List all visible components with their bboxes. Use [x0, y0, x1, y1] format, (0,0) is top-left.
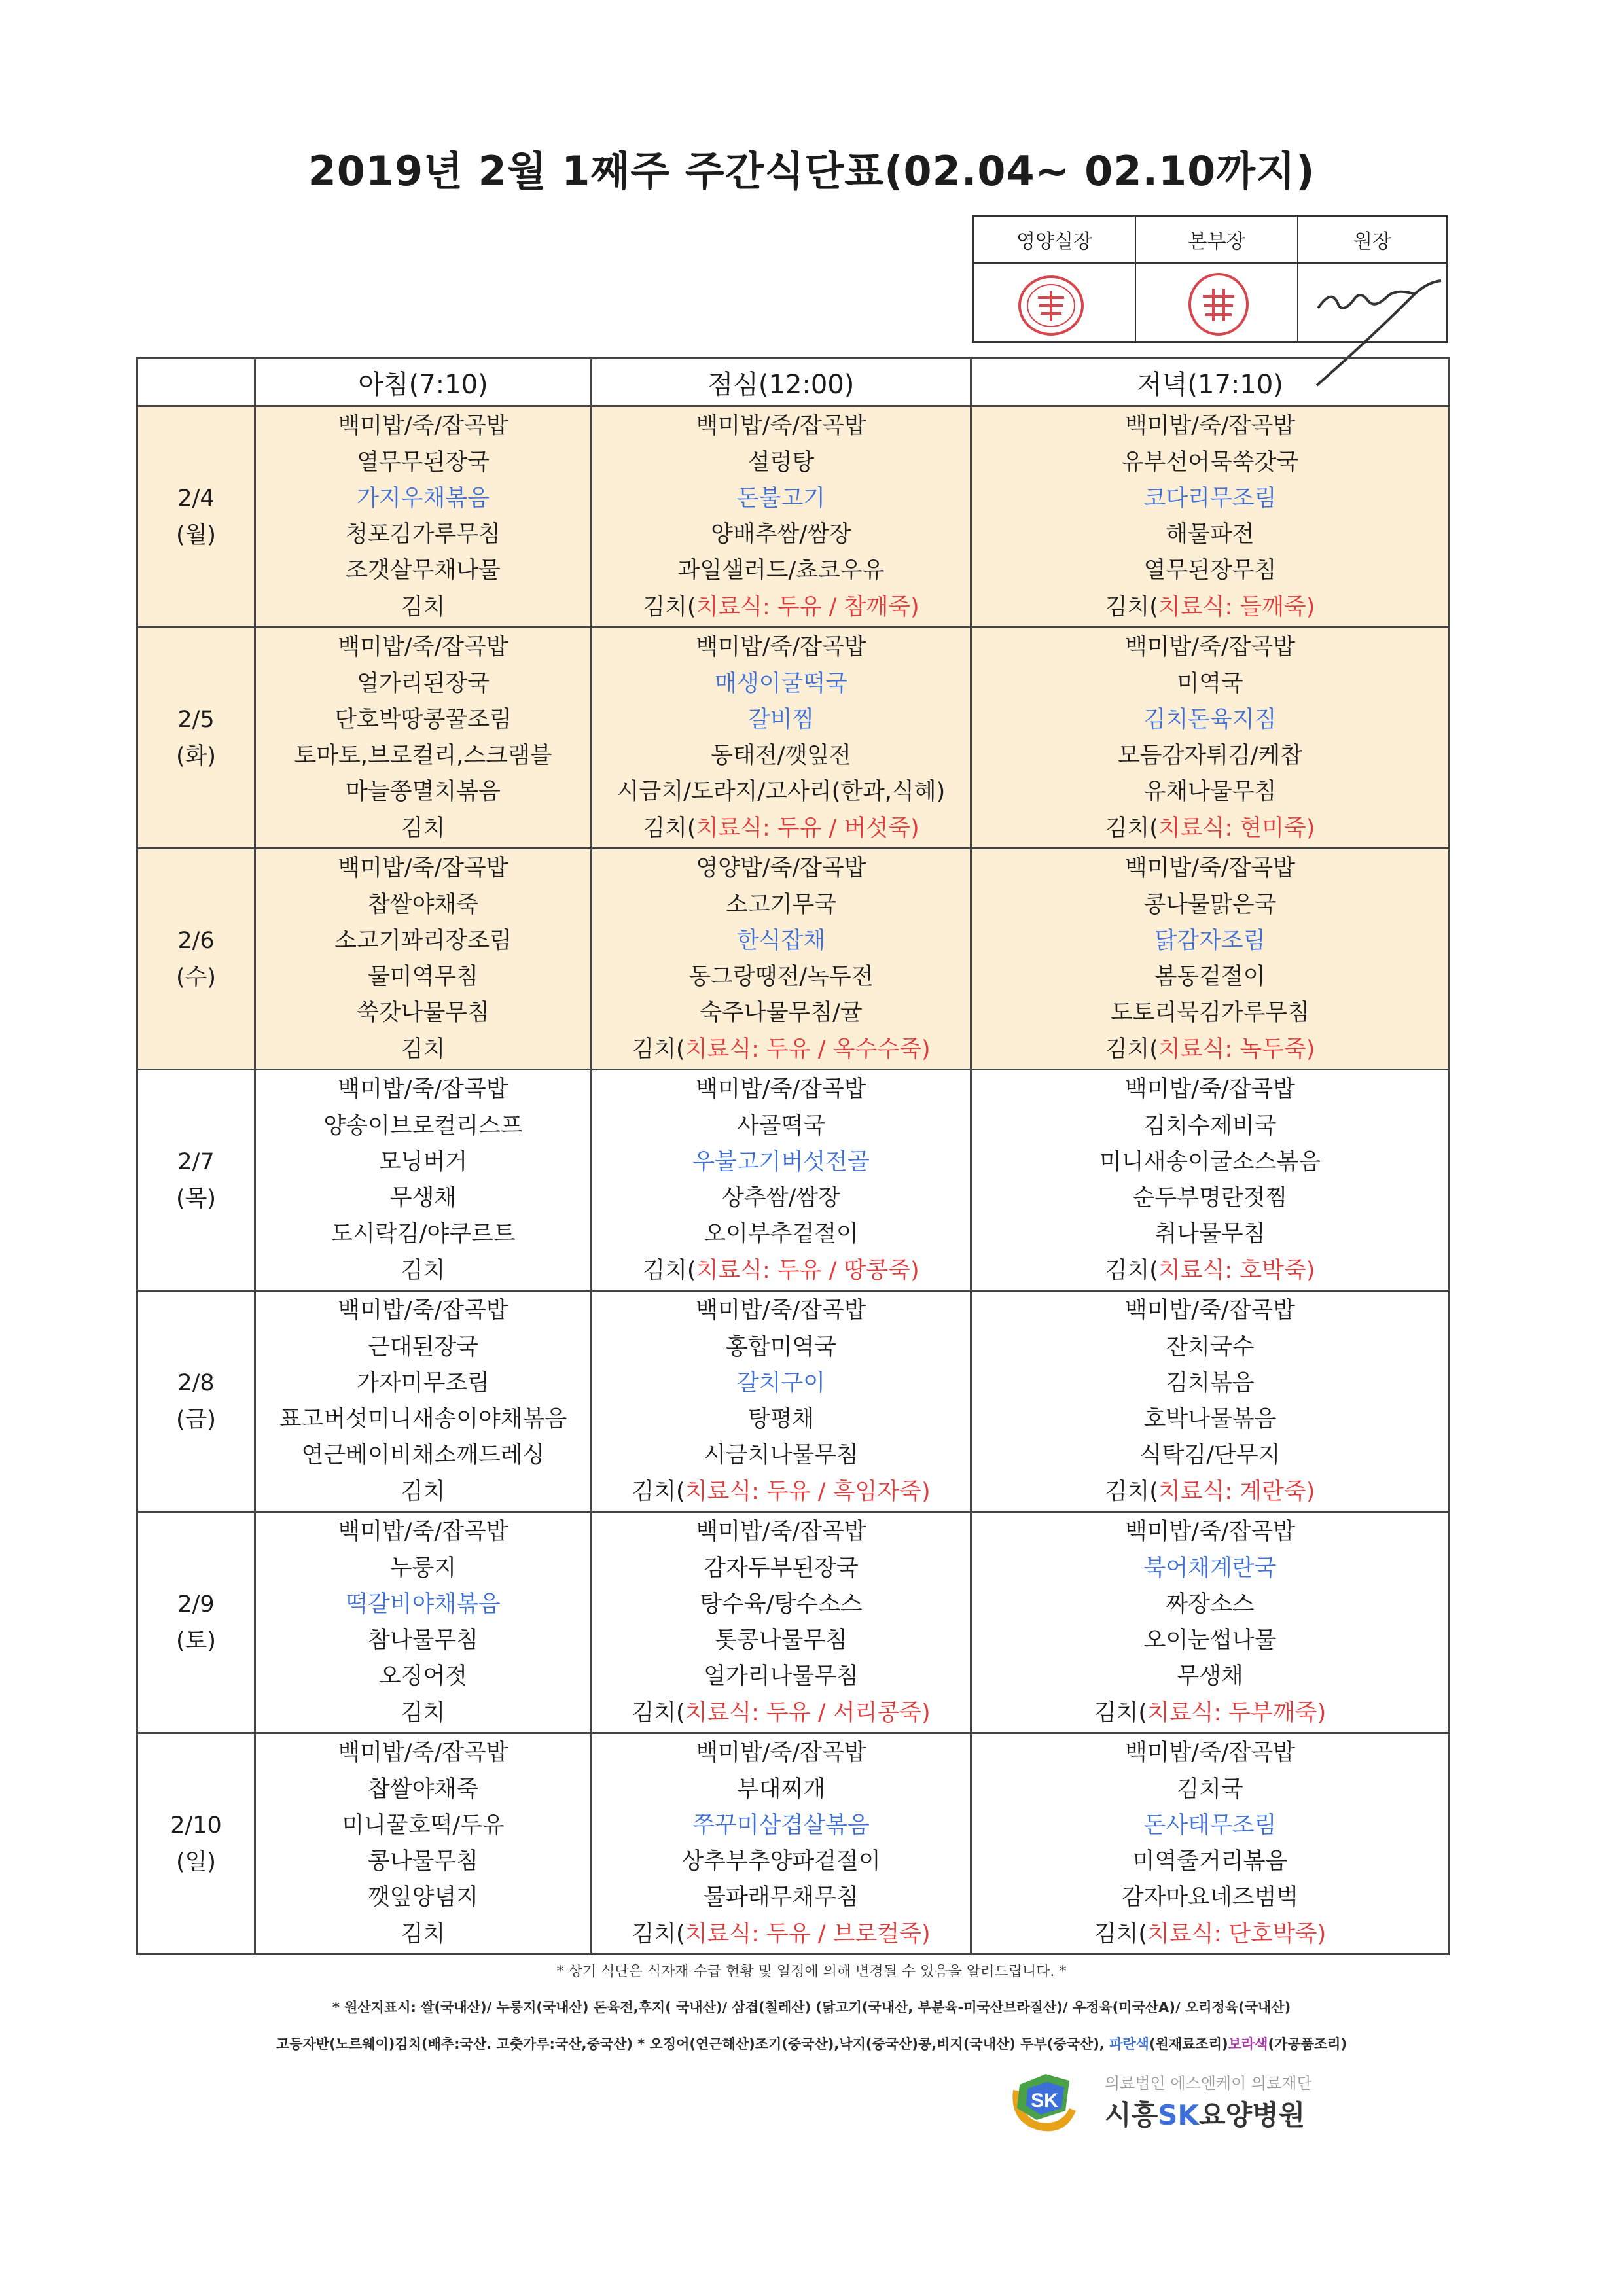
hospital-name: [1105, 2094, 1305, 2133]
dinner-cell: [971, 1733, 1450, 1954]
therapy-diet-label: 치료식: 두유 / 참깨죽): [696, 593, 919, 620]
menu-item: 미니새송이굴소스볶음: [1099, 1148, 1321, 1175]
menu-item: 오이부추겉절이: [704, 1221, 859, 1248]
menu-item: 찹쌀야채죽: [367, 891, 479, 918]
menu-item: 매생이굴떡국: [715, 670, 847, 697]
menu-item: 양송이브로컬리스프: [323, 1112, 523, 1139]
menu-item: 미역줄거리볶음: [1132, 1848, 1288, 1875]
day-date: 2/10: [170, 1812, 222, 1839]
menu-item: 백미밥/죽/잡곡밥: [696, 1076, 866, 1103]
menu-item: 백미밥/죽/잡곡밥: [338, 1740, 508, 1767]
kimchi-therapy-item: [592, 1033, 970, 1067]
menu-item: 우불고기버섯전골: [692, 1148, 870, 1175]
therapy-diet-label: 치료식: 두유 / 버섯죽): [696, 815, 919, 841]
kimchi-label: 김치(: [643, 593, 696, 620]
hospital-foundation: 의료법인 에스앤케이 의료재단: [1105, 2074, 1312, 2093]
change-notice: * 상기 식단은 식자재 수급 현황 및 일정에 의해 변경될 수 있음을 알려드립니다. *: [556, 1964, 1067, 1980]
approval-header-director: 본부장: [1136, 217, 1298, 264]
menu-item: 순두부명란젓찜: [1132, 1185, 1288, 1212]
menu-item: 돈사태무조림: [1143, 1812, 1277, 1839]
menu-item: 취나물무침: [1154, 1221, 1266, 1248]
kimchi-label: 김치(: [632, 1699, 685, 1726]
day-cell: [137, 1070, 255, 1291]
breakfast-cell: [255, 849, 592, 1070]
day-cell: [137, 1291, 255, 1512]
menu-item: 백미밥/죽/잡곡밥: [1124, 1076, 1296, 1103]
breakfast-cell: [255, 1733, 592, 1954]
lunch-cell: [592, 1733, 971, 1954]
menu-item: 모닝버거: [378, 1148, 468, 1175]
day-weekday: (토): [175, 1627, 217, 1654]
approval-header-nutrition: 영양실장: [974, 217, 1136, 264]
day-cell: [137, 1512, 255, 1733]
hospital-name-sk: SK: [1158, 2099, 1199, 2131]
day-date: 2/7: [177, 1148, 215, 1175]
approval-cell-director: [1136, 264, 1298, 341]
page-title: 2019년 2월 1째주 주간식단표(02.04~ 02.10까지): [308, 147, 1315, 195]
menu-item: 백미밥/죽/잡곡밥: [338, 855, 508, 882]
menu-item: 백미밥/죽/잡곡밥: [696, 1298, 866, 1324]
kimchi-therapy-item: [592, 1696, 970, 1730]
menu-item: 갈치구이: [736, 1369, 826, 1396]
menu-item: 과일샐러드/쵸코우유: [677, 557, 885, 584]
menu-item: 청포김가루무침: [346, 521, 501, 548]
table-row: [137, 1733, 1450, 1954]
lunch-cell: [592, 1070, 971, 1291]
menu-item: 근대된장국: [367, 1333, 479, 1360]
menu-item: 가지우채볶음: [357, 485, 490, 512]
legend-purple-note: (가공품조리): [1268, 2036, 1347, 2052]
day-cell: [137, 627, 255, 849]
day-weekday: (금): [175, 1406, 217, 1433]
menu-item: 백미밥/죽/잡곡밥: [696, 634, 866, 661]
header-breakfast: 아침(7:10): [255, 359, 592, 406]
table-row: [137, 1512, 1450, 1733]
menu-item: 탕평채: [747, 1406, 815, 1433]
menu-item: 마늘쫑멸치볶음: [346, 779, 501, 805]
menu-item: 유채나물무침: [1143, 779, 1277, 805]
menu-item: 백미밥/죽/잡곡밥: [338, 1519, 508, 1545]
legend-purple-label: 보라색: [1228, 2036, 1268, 2052]
menu-item: 무생채: [389, 1185, 457, 1212]
legend-blue-label: 파란색: [1109, 2036, 1149, 2052]
menu-item: 깻잎양념지: [367, 1884, 479, 1911]
approval-header-chief: 원장: [1298, 217, 1446, 264]
menu-item: 단호박땅콩꿀조림: [334, 706, 512, 733]
menu-item: 얼가리된장국: [357, 670, 490, 697]
kimchi-therapy-item: [592, 1254, 970, 1288]
menu-item: 무생채: [1177, 1663, 1243, 1690]
header-lunch: 점심(12:00): [592, 359, 971, 406]
hospital-name-prefix: 시흥: [1105, 2099, 1158, 2131]
day-weekday: (화): [175, 743, 217, 769]
menu-item: 백미밥/죽/잡곡밥: [338, 1076, 508, 1103]
day-cell: [137, 1733, 255, 1954]
therapy-diet-label: 치료식: 두유 / 브로컬죽): [685, 1920, 931, 1947]
menu-item: 누룽지: [389, 1555, 457, 1581]
menu-item: 백미밥/죽/잡곡밥: [696, 1519, 866, 1545]
menu-item: 사골떡국: [736, 1112, 826, 1139]
kimchi-label: 김치(: [1105, 1036, 1158, 1063]
table-row: [137, 1291, 1450, 1512]
kimchi-label: 김치(: [632, 1920, 685, 1947]
menu-item: 떡갈비야채볶음: [346, 1591, 501, 1617]
menu-item: 호박나물볶음: [1143, 1406, 1277, 1433]
menu-item: 김치볶음: [1166, 1369, 1255, 1396]
menu-item: 식탁김/단무지: [1139, 1442, 1281, 1469]
legend-blue-note: (원재료조리): [1149, 2036, 1228, 2052]
origin-line-2-text: 고등자반(노르웨이)김치(배추:국산. 고춧가루:국산,중국산) * 오징어(연근해산)조기(중국산),낙지(중국산)콩,비지(국내산) 두부(중국산),: [276, 2036, 1105, 2052]
menu-item: 백미밥/죽/잡곡밥: [338, 413, 508, 440]
therapy-diet-label: 치료식: 녹두죽): [1158, 1036, 1315, 1063]
menu-item: 김치: [401, 1699, 446, 1726]
hospital-logo-icon: [1008, 2070, 1080, 2136]
menu-item: 감자두부된장국: [704, 1555, 859, 1581]
approval-box: [972, 215, 1448, 343]
menu-item: 시금치나물무침: [704, 1442, 859, 1469]
menu-item: 돈불고기: [736, 485, 826, 512]
table-row: [137, 406, 1450, 627]
menu-item: 김치: [401, 815, 446, 841]
therapy-diet-label: 치료식: 두부깨죽): [1147, 1699, 1327, 1726]
table-row: [137, 627, 1450, 849]
seal-stamp-icon: [1179, 270, 1258, 338]
menu-item: 물파래무채무침: [704, 1884, 859, 1911]
therapy-diet-label: 치료식: 두유 / 서리콩죽): [685, 1699, 931, 1726]
therapy-diet-label: 치료식: 두유 / 땅콩죽): [696, 1257, 919, 1284]
kimchi-label: 김치(: [643, 815, 696, 841]
menu-item: 백미밥/죽/잡곡밥: [1124, 1298, 1296, 1324]
kimchi-therapy-item: [592, 1917, 970, 1951]
breakfast-cell: [255, 1512, 592, 1733]
menu-item: 봄동겉절이: [1154, 964, 1266, 991]
kimchi-label: 김치(: [1105, 593, 1158, 620]
menu-item: 감자마요네즈범벅: [1121, 1884, 1299, 1911]
menu-item: 백미밥/죽/잡곡밥: [1124, 1519, 1296, 1545]
table-row: [137, 1070, 1450, 1291]
menu-item: 상추쌈/쌈장: [722, 1185, 840, 1212]
table-header-row: [137, 359, 1450, 406]
menu-item: 시금치/도라지/고사리(한과,식혜): [616, 779, 946, 805]
kimchi-label: 김치(: [1105, 815, 1158, 841]
approval-cell-nutrition: [974, 264, 1136, 341]
menu-item: 유부선어묵쑥갓국: [1121, 449, 1299, 476]
menu-item: 열무된장무침: [1143, 557, 1277, 584]
menu-item: 동태전/깻잎전: [711, 743, 851, 769]
day-weekday: (월): [175, 521, 217, 548]
svg-text:SK: SK: [1031, 2090, 1058, 2111]
therapy-diet-label: 치료식: 두유 / 흑임자죽): [685, 1478, 931, 1505]
breakfast-cell: [255, 406, 592, 627]
kimchi-therapy-item: [592, 811, 970, 845]
kimchi-therapy-item: [972, 1033, 1448, 1067]
day-weekday: (수): [175, 964, 217, 991]
lunch-cell: [592, 1291, 971, 1512]
menu-item: 연근베이비채소깨드레싱: [301, 1442, 545, 1469]
menu-item: 콩나물무침: [367, 1848, 479, 1875]
lunch-cell: [592, 406, 971, 627]
menu-item: 닭감자조림: [1154, 927, 1266, 954]
dinner-cell: [971, 1070, 1450, 1291]
menu-item: 찹쌀야채죽: [367, 1776, 479, 1803]
dinner-cell: [971, 1291, 1450, 1512]
kimchi-therapy-item: [592, 1475, 970, 1509]
menu-item: 동그랑땡전/녹두전: [688, 964, 874, 991]
menu-item: 톳콩나물무침: [715, 1627, 847, 1654]
kimchi-therapy-item: [972, 1696, 1448, 1730]
menu-item: 얼가리나물무침: [704, 1663, 859, 1690]
menu-item: 코다리무조림: [1143, 485, 1277, 512]
breakfast-cell: [255, 1070, 592, 1291]
day-cell: [137, 849, 255, 1070]
menu-item: 백미밥/죽/잡곡밥: [1124, 634, 1296, 661]
menu-item: 홍합미역국: [725, 1333, 837, 1360]
breakfast-cell: [255, 627, 592, 849]
menu-item: 상추부추양파겉절이: [681, 1848, 881, 1875]
menu-item: 토마토,브로컬리,스크램블: [294, 743, 552, 769]
day-date: 2/5: [177, 706, 215, 733]
kimchi-label: 김치(: [1105, 1257, 1158, 1284]
approval-cell-chief: [1298, 264, 1446, 341]
menu-item: 도토리묵김가루무침: [1110, 1000, 1310, 1027]
hospital-name-suffix: 요양병원: [1198, 2099, 1306, 2131]
origin-line-1: * 원산지표시: 쌀(국내산)/ 누룽지(국내산) 돈육전,후지( 국내산)/ 삼겹(칠레산) (닭고기(국내산, 부분육-미국산브라질산)/ 우정육(미국산A)/ 오리정육(국내산): [332, 2000, 1291, 2015]
menu-item: 오징어젓: [378, 1663, 468, 1690]
menu-item: 가자미무조림: [357, 1369, 490, 1396]
dinner-cell: [971, 849, 1450, 1070]
menu-item: 참나물무침: [367, 1627, 479, 1654]
therapy-diet-label: 치료식: 호박죽): [1158, 1257, 1315, 1284]
day-weekday: (일): [175, 1848, 217, 1875]
day-date: 2/4: [177, 485, 215, 512]
menu-item: 미역국: [1177, 670, 1243, 697]
menu-item: 숙주나물무침/귤: [700, 1000, 863, 1027]
therapy-diet-label: 치료식: 현미죽): [1158, 815, 1315, 841]
menu-item: 미니꿀호떡/두유: [342, 1812, 505, 1839]
weekly-menu-table: [136, 357, 1450, 1955]
menu-item: 영양밥/죽/잡곡밥: [696, 855, 866, 882]
header-dinner: 저녁(17:10): [971, 359, 1450, 406]
kimchi-label: 김치(: [1105, 1478, 1158, 1505]
kimchi-label: 김치(: [1094, 1920, 1148, 1947]
menu-item: 김치: [401, 1478, 446, 1505]
kimchi-label: 김치(: [632, 1036, 685, 1063]
dinner-cell: [971, 1512, 1450, 1733]
menu-item: 북어채계란국: [1143, 1555, 1277, 1581]
menu-item: 짜장소스: [1166, 1591, 1255, 1617]
day-date: 2/8: [177, 1369, 215, 1396]
menu-item: 열무무된장국: [357, 449, 490, 476]
menu-item: 쭈꾸미삼겹살볶음: [692, 1812, 870, 1839]
menu-item: 탕수육/탕수소스: [700, 1591, 863, 1617]
lunch-cell: [592, 1512, 971, 1733]
menu-item: 설렁탕: [747, 449, 815, 476]
header-blank: [137, 359, 255, 406]
menu-item: 갈비찜: [747, 706, 815, 733]
table-row: [137, 849, 1450, 1070]
kimchi-therapy-item: [972, 590, 1448, 624]
menu-item: 김치: [401, 1036, 446, 1063]
dinner-cell: [971, 627, 1450, 849]
menu-item: 양배추쌈/쌈장: [711, 521, 851, 548]
therapy-diet-label: 치료식: 두유 / 옥수수죽): [685, 1036, 931, 1063]
menu-item: 모듬감자튀김/케찹: [1117, 743, 1303, 769]
menu-item: 김치수제비국: [1143, 1112, 1277, 1139]
menu-item: 소고기무국: [725, 891, 837, 918]
menu-item: 김치: [401, 593, 446, 620]
menu-item: 백미밥/죽/잡곡밥: [696, 1740, 866, 1767]
kimchi-therapy-item: [972, 1475, 1448, 1509]
menu-item: 김치돈육지짐: [1143, 706, 1277, 733]
menu-item: 백미밥/죽/잡곡밥: [1124, 1740, 1296, 1767]
dinner-cell: [971, 406, 1450, 627]
day-date: 2/9: [177, 1591, 215, 1617]
menu-item: 백미밥/죽/잡곡밥: [1124, 413, 1296, 440]
menu-item: 부대찌개: [736, 1776, 826, 1803]
menu-item: 김치국: [1177, 1776, 1243, 1803]
menu-item: 김치: [401, 1920, 446, 1947]
therapy-diet-label: 치료식: 계란죽): [1158, 1478, 1315, 1505]
kimchi-label: 김치(: [643, 1257, 696, 1284]
lunch-cell: [592, 627, 971, 849]
day-date: 2/6: [177, 927, 215, 954]
menu-item: 콩나물맑은국: [1143, 891, 1277, 918]
menu-item: 오이눈썹나물: [1143, 1627, 1277, 1654]
menu-item: 쑥갓나물무침: [357, 1000, 490, 1027]
day-weekday: (목): [175, 1185, 217, 1212]
kimchi-therapy-item: [972, 1254, 1448, 1288]
kimchi-therapy-item: [972, 1917, 1448, 1951]
kimchi-label: 김치(: [632, 1478, 685, 1505]
menu-item: 조갯살무채나물: [346, 557, 501, 584]
day-cell: [137, 406, 255, 627]
menu-item: 백미밥/죽/잡곡밥: [1124, 855, 1296, 882]
seal-stamp-icon: [1012, 273, 1090, 338]
therapy-diet-label: 치료식: 들깨죽): [1158, 593, 1315, 620]
kimchi-therapy-item: [592, 590, 970, 624]
lunch-cell: [592, 849, 971, 1070]
menu-item: 백미밥/죽/잡곡밥: [696, 413, 866, 440]
origin-line-2: [0, 2034, 1623, 2053]
menu-item: 김치: [401, 1257, 446, 1284]
menu-item: 도시락김/야쿠르트: [330, 1221, 516, 1248]
menu-item: 소고기꽈리장조림: [334, 927, 512, 954]
menu-item: 백미밥/죽/잡곡밥: [338, 1298, 508, 1324]
menu-item: 백미밥/죽/잡곡밥: [338, 634, 508, 661]
menu-item: 해물파전: [1166, 521, 1255, 548]
kimchi-label: 김치(: [1094, 1699, 1148, 1726]
menu-item: 잔치국수: [1166, 1333, 1255, 1360]
menu-item: 표고버섯미니새송이야채볶음: [279, 1406, 567, 1433]
kimchi-therapy-item: [972, 811, 1448, 845]
menu-item: 물미역무침: [367, 964, 479, 991]
menu-item: 한식잡채: [736, 927, 826, 954]
therapy-diet-label: 치료식: 단호박죽): [1147, 1920, 1327, 1947]
breakfast-cell: [255, 1291, 592, 1512]
